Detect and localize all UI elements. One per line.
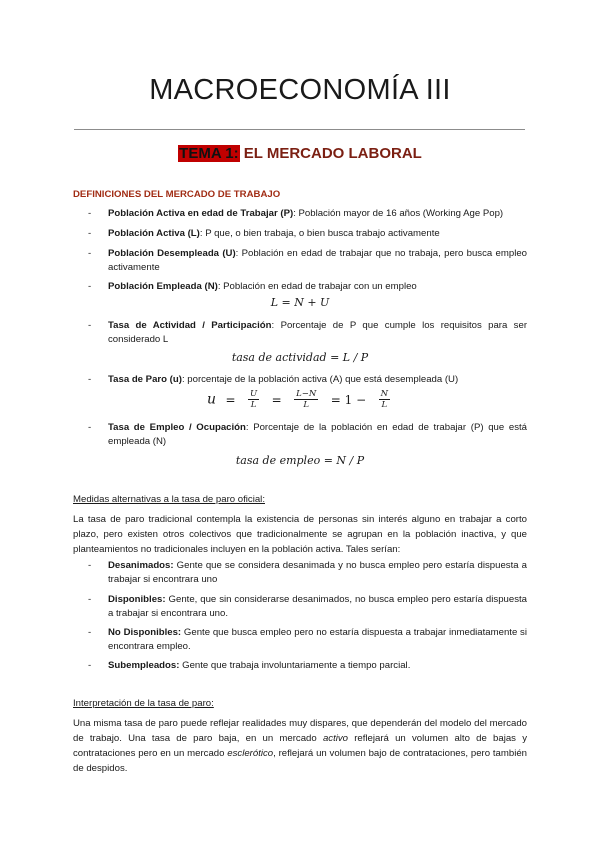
definition: : Población en edad de trabajar con un empleo [217,281,417,292]
list-item [90,247,527,275]
definition: : Población en edad de trabajar que no trabaja, pero busca empleo activamente [108,248,527,273]
bullet-dash: - [88,560,92,571]
definition: : porcentaje de la población activa (A) que está desempleada (U) [181,374,459,385]
definition: : P que, o bien trabaja, o bien busca trabajo activamente [199,228,440,239]
text-run: reflejará un volumen alto de bajas y contrataciones pero en un mercado [73,733,527,759]
definition: Gente, que sin considerarse desanimados, no busca empleo pero estaría dispuesta a trabajar si encontrara uno. [108,594,527,619]
formula-lhs: u [206,391,216,408]
definition: : Porcentaje de la población en edad de trabajar (P) que está empleada (N) [108,422,527,447]
numerator: U [249,389,258,399]
topic-number: TEMA 1: [179,145,239,162]
bullet-dash: - [88,660,92,671]
formula-unemployment-rate [0,389,600,410]
numerator: N [380,389,389,399]
bullet-dash: - [88,422,92,433]
bullet-dash: - [88,281,92,292]
definition: : Población mayor de 16 años (Working Age Pop) [293,208,504,219]
definition: : Porcentaje de P que cumple los requisitos para ser considerado L [108,320,528,345]
term: Tasa de Paro (u) [108,374,182,385]
term: Población Empleada (N) [108,281,218,292]
title-divider [74,129,525,130]
definition: Gente que busca empleo pero no estaría dispuesta a trabajar inmediatamente si encontrara empleo. [108,627,527,652]
formula-employment-rate: tasa de empleo = N / P [235,454,365,467]
bullet-dash: - [88,594,92,605]
term: Población Activa en edad de Trabajar (P) [108,208,294,219]
term: Subempleados: [108,660,180,671]
section-heading-interpretation: Interpretación de la tasa de paro: [73,698,214,709]
section-heading-alternative-measures: Medidas alternativas a la tasa de paro oficial: [73,494,265,505]
list-item [90,421,527,449]
term: Desanimados: [108,560,174,571]
denominator: L [250,400,257,410]
fraction [379,389,390,410]
formula-operator: = [225,392,236,407]
term: Disponibles: [108,594,166,605]
section-heading-definitions: DEFINICIONES DEL MERCADO DE TRABAJO [73,189,281,200]
list-item [90,207,527,221]
bullet-dash: - [88,248,92,259]
bullet-dash: - [88,228,92,239]
paragraph-intro: La tasa de paro tradicional contempla la existencia de personas sin interés alguno en trabajar a corto plazo, pero existen otros colectivos que tradicionalmente se agrupan en la población inactiva, y que planteamientos no tradicionales incluyen en la población activa. Tales serían: [73,514,527,555]
term: No Disponibles: [108,627,182,638]
term: Población Desempleada (U) [108,248,236,259]
list-item [90,227,527,241]
topic-name: EL MERCADO LABORAL [243,145,422,162]
bullet-dash: - [88,208,92,219]
term: Población Activa (L) [108,228,200,239]
term: Tasa de Actividad / Participación [108,320,272,331]
denominator: L [381,400,388,410]
formula-labor-force: L = N + U [270,296,330,309]
bullet-dash: - [88,320,92,331]
topic-heading [0,145,600,162]
list-item [90,593,527,621]
emphasis: activo [322,733,348,744]
list-item [90,280,527,294]
denominator: L [303,400,310,410]
bullet-dash: - [88,374,92,385]
definition: Gente que trabaja involuntariamente a tiempo parcial. [179,660,411,671]
list-item [90,626,527,654]
fraction [294,389,318,410]
bullet-dash: - [88,627,92,638]
term: Tasa de Empleo / Ocupación [108,422,246,433]
definition: Gente que se considera desanimada y no busca empleo pero estaría dispuesta a trabajar si encontrara uno [108,560,527,585]
formula-operator: = 1 − [330,392,367,407]
emphasis: esclerótico [227,748,274,759]
list-item [90,559,527,587]
document-title: MACROECONOMÍA III [149,74,451,106]
fraction [248,389,259,410]
list-item [90,659,527,673]
list-item [90,373,527,387]
text-run: , reflejará un volumen bajo de contrataciones, pero también de despidos. [73,748,528,774]
formula-operator: = [271,392,282,407]
list-item [90,319,527,347]
formula-activity-rate: tasa de actividad = L / P [231,351,369,364]
text-run: Una misma tasa de paro puede reflejar realidades muy dispares, que dependerán del modelo del mercado de trabajo. Una tasa de paro baja, en un mercado [73,718,527,744]
numerator: L−N [296,389,317,399]
paragraph-interpretation [73,716,527,776]
